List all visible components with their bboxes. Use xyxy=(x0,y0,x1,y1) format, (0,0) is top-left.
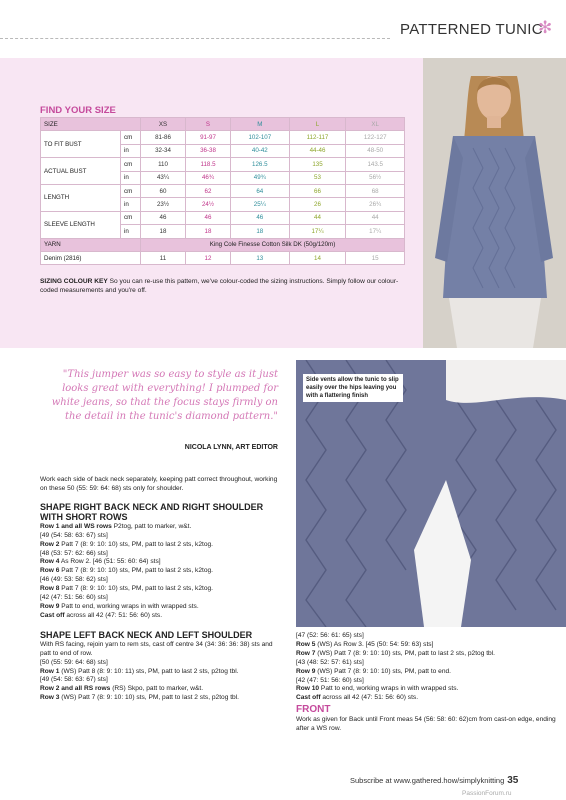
table-row xyxy=(41,131,405,144)
table-cell: 26¾ xyxy=(346,198,405,211)
table-cell: 81-86 xyxy=(141,131,186,144)
front-text: Work as given for Back until Front meas 54 (56: 58: 60: 62)cm from cast-on edge, ending after a WS row. xyxy=(296,716,556,733)
table-cell: 43¼ xyxy=(141,171,186,184)
page-title: PATTERNED TUNIC xyxy=(400,21,543,38)
table-cell: 44 xyxy=(346,211,405,224)
sizing-key-text: So you can re-use this pattern, we've colour-coded the sizing instructions. Simply follow our colour-coded measurements and you're off. xyxy=(40,278,399,294)
pattern-line: With RS facing, rejoin yarn to rem sts, cast off centre 34 (34: 36: 36: 38) sts and patt to end of row. xyxy=(40,640,273,657)
table-cell: 23½ xyxy=(141,198,186,211)
yarn-name: King Cole Finesse Cotton Silk DK (50g/120m) xyxy=(141,238,405,251)
subscribe-link[interactable]: Subscribe at www.gathered.how/simplyknitting xyxy=(350,776,505,785)
size-header-l: L xyxy=(289,118,346,131)
table-cell: 24½ xyxy=(186,198,231,211)
pattern-line: Row 5 (WS) As Row 3. [45 (50: 54: 59: 63) sts] xyxy=(296,640,434,648)
table-cell: 62 xyxy=(186,184,231,197)
table-cell: 60 xyxy=(141,184,186,197)
colour-label: Denim (2816) xyxy=(41,251,141,264)
table-cell: 44-46 xyxy=(289,144,346,157)
table-row xyxy=(41,184,405,197)
row-unit: in xyxy=(121,198,141,211)
photo-caption: Side vents allow the tunic to slip easily over the hips leaving you with a flattering finish xyxy=(303,374,403,402)
pattern-line: [49 (54: 58: 63: 67) sts] xyxy=(40,676,108,684)
colour-row xyxy=(41,251,405,264)
page-number: 35 xyxy=(507,775,519,786)
right-column xyxy=(296,632,566,734)
size-header-row xyxy=(41,118,405,131)
table-cell: 40-42 xyxy=(231,144,290,157)
pattern-line: Row 8 Patt 7 (8: 9: 10: 10) sts, PM, patt to last 2 sts, k2tog. xyxy=(40,585,213,593)
size-table xyxy=(40,117,405,265)
table-cell: 46 xyxy=(231,211,290,224)
table-cell: 46 xyxy=(186,211,231,224)
pattern-line: Cast off across all 42 (47: 51: 56: 60) sts. xyxy=(296,694,419,702)
intro-paragraph: Work each side of back neck separately, keeping patt correct throughout, working on these 50 (55: 59: 64: 68) sts only for shoulder. xyxy=(40,476,278,492)
front-heading: FRONT xyxy=(296,704,331,716)
pattern-line: [43 (48: 52: 57: 61) sts] xyxy=(296,658,364,666)
table-cell: 36-38 xyxy=(186,144,231,157)
pattern-line: Row 1 and all WS rows P2tog, patt to marker, w&t. xyxy=(40,522,192,530)
table-cell: 91-97 xyxy=(186,131,231,144)
size-header-label: SIZE xyxy=(41,118,141,131)
table-cell: 49¾ xyxy=(231,171,290,184)
row-unit: in xyxy=(121,225,141,238)
size-header-s: S xyxy=(186,118,231,131)
table-cell: 56½ xyxy=(346,171,405,184)
pattern-line: [42 (47: 51: 56: 60) sts] xyxy=(296,676,364,684)
pattern-line: Row 6 Patt 7 (8: 9: 10: 10) sts, PM, patt to last 2 sts, k2tog. xyxy=(40,567,213,575)
pattern-line: Row 1 (WS) Patt 8 (8: 9: 10: 11) sts, PM, patt to last 2 sts, p2tog tbl. xyxy=(40,667,239,675)
row-unit: cm xyxy=(121,158,141,171)
table-cell: 118.5 xyxy=(186,158,231,171)
table-cell: 122-127 xyxy=(346,131,405,144)
quote-author: NICOLA LYNN, ART EDITOR xyxy=(184,444,278,451)
pattern-line: [42 (47: 51: 56: 60) sts] xyxy=(40,594,108,602)
size-header-xl: XL xyxy=(346,118,405,131)
pull-quote: "This jumper was so easy to style as it just looks great with everything! I plumped for white jeans, so that the focus stays firmly on the detail in the tunic's diamond pattern." xyxy=(51,369,278,422)
pattern-line: Row 3 (WS) Patt 7 (8: 9: 10: 10) sts, PM, patt to last 2 sts, p2tog tbl. xyxy=(40,694,239,702)
table-cell: 26 xyxy=(289,198,346,211)
pattern-line: [48 (53: 57: 62: 66) sts] xyxy=(40,549,108,557)
pattern-line: [49 (54: 58: 63: 67) sts] xyxy=(40,531,108,539)
left-column xyxy=(40,476,280,703)
pattern-line: Row 7 (WS) Patt 7 (8: 9: 10: 10) sts, PM, patt to last 2 sts, p2tog tbl. xyxy=(296,649,495,657)
pattern-line: Row 2 Patt 7 (8: 9: 10: 10) sts, PM, patt to last 2 sts, k2tog. xyxy=(40,540,213,548)
table-cell: 44 xyxy=(289,211,346,224)
yarn-row xyxy=(41,238,405,251)
model-photo xyxy=(423,58,566,348)
size-heading: FIND YOUR SIZE xyxy=(40,105,116,116)
pattern-line: Row 2 and all RS rows (RS) Skpo, patt to marker, w&t. xyxy=(40,685,204,693)
table-cell: 18 xyxy=(141,225,186,238)
size-header-m: M xyxy=(231,118,290,131)
table-cell: 64 xyxy=(231,184,290,197)
table-cell: 53 xyxy=(289,171,346,184)
table-cell: 15 xyxy=(346,251,405,264)
table-cell: 17¼ xyxy=(346,225,405,238)
table-cell: 18 xyxy=(186,225,231,238)
row-label: SLEEVE LENGTH xyxy=(41,211,121,238)
table-cell: 48-50 xyxy=(346,144,405,157)
size-header-xs: XS xyxy=(141,118,186,131)
row-label: ACTUAL BUST xyxy=(41,158,121,185)
pattern-line: Row 4 As Row 2. [46 (51: 55: 60: 64) sts] xyxy=(40,558,161,566)
table-cell: 143.5 xyxy=(346,158,405,171)
flower-icon: ✻ xyxy=(538,18,553,37)
row-unit: cm xyxy=(121,131,141,144)
row-unit: in xyxy=(121,171,141,184)
table-cell: 11 xyxy=(141,251,186,264)
table-cell: 32-34 xyxy=(141,144,186,157)
row-unit: cm xyxy=(121,184,141,197)
pattern-line: Row 9 (WS) Patt 7 (8: 9: 10: 10) sts, PM, patt to end. xyxy=(296,667,452,675)
sizing-key xyxy=(40,277,412,295)
pattern-line: Cast off across all 42 (47: 51: 56: 60) sts. xyxy=(40,611,163,619)
section-heading: SHAPE LEFT BACK NECK AND LEFT SHOULDER xyxy=(40,629,253,640)
row-label: TO FIT BUST xyxy=(41,131,121,158)
table-cell: 17¼ xyxy=(289,225,346,238)
row-unit: cm xyxy=(121,211,141,224)
row-unit: in xyxy=(121,144,141,157)
yarn-label: YARN xyxy=(41,238,141,251)
row-label: LENGTH xyxy=(41,184,121,211)
table-row xyxy=(41,211,405,224)
sizing-key-title: SIZING COLOUR KEY xyxy=(40,278,108,285)
table-cell: 110 xyxy=(141,158,186,171)
spacer xyxy=(40,621,280,630)
table-cell: 135 xyxy=(289,158,346,171)
pattern-line: [47 (52: 56: 61: 65) sts] xyxy=(296,632,364,639)
watermark: PassionForum.ru xyxy=(462,790,512,797)
pattern-line: [46 (49: 53: 58: 62) sts] xyxy=(40,576,108,584)
table-cell: 14 xyxy=(289,251,346,264)
table-cell: 126.5 xyxy=(231,158,290,171)
table-cell: 46 xyxy=(141,211,186,224)
table-cell: 66 xyxy=(289,184,346,197)
pattern-line: Row 10 Patt to end, working wraps in with wrapped sts. xyxy=(296,685,459,693)
table-cell: 13 xyxy=(231,251,290,264)
section-heading: SHAPE RIGHT BACK NECK AND RIGHT SHOULDER WITH SHORT ROWS xyxy=(40,501,264,522)
pattern-line: [50 (55: 59: 64: 68) sts] xyxy=(40,658,108,666)
table-cell: 102-107 xyxy=(231,131,290,144)
table-cell: 12 xyxy=(186,251,231,264)
table-cell: 68 xyxy=(346,184,405,197)
table-cell: 112-117 xyxy=(289,131,346,144)
table-cell: 46¾ xyxy=(186,171,231,184)
footer xyxy=(350,775,518,786)
pattern-line: Row 9 Patt to end, working wraps in with wrapped sts. xyxy=(40,602,199,610)
table-cell: 25¼ xyxy=(231,198,290,211)
header-rule xyxy=(0,38,390,39)
table-cell: 18 xyxy=(231,225,290,238)
model-illustration xyxy=(423,58,566,348)
table-row xyxy=(41,158,405,171)
